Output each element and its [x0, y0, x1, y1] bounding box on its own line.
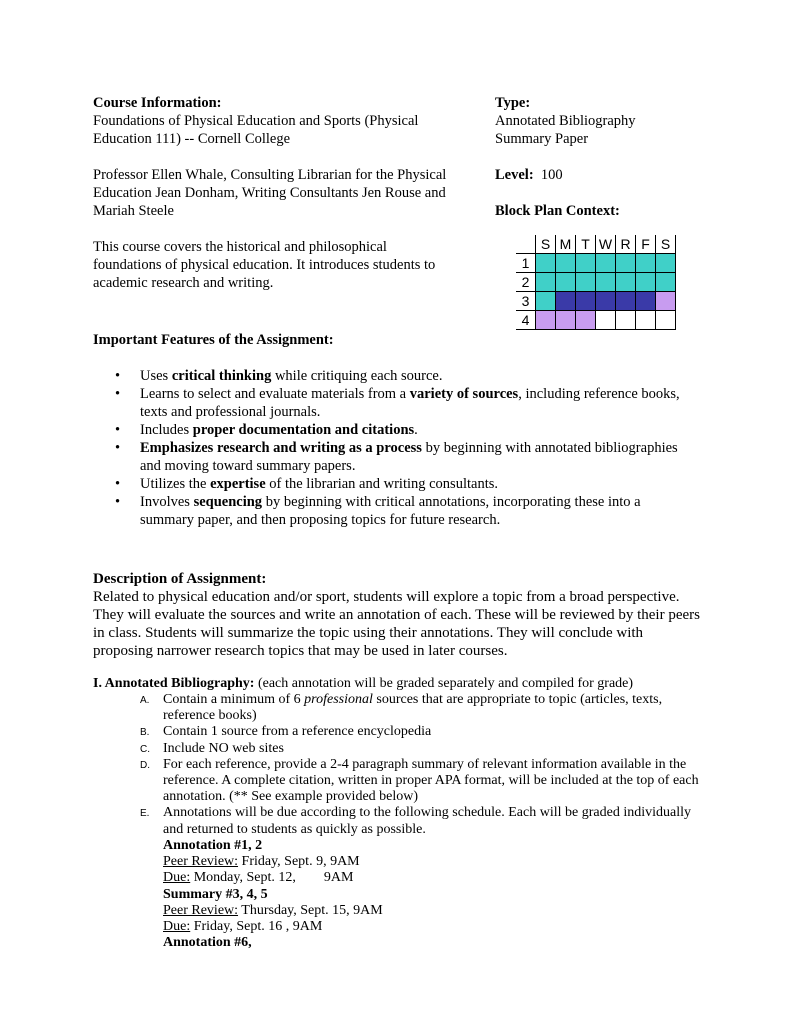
feature-emphasis: proper documentation and citations [192, 422, 415, 438]
feature-text: by beginning with critical annotations, incorporating these into a summary paper, and then proposing topics for future research. [140, 494, 641, 528]
block-plan-day-cell [656, 273, 676, 292]
block-plan-day-header: S [656, 235, 676, 254]
requirement-text: sources that are appropriate to topic (articles, texts, reference books) [163, 692, 663, 724]
requirement-item [140, 724, 700, 740]
block-plan-week-number: 3 [516, 292, 536, 311]
requirement-item [140, 692, 700, 724]
feature-text: , including reference books, texts and professional journals. [140, 386, 680, 420]
feature-text: Utilizes the [140, 476, 211, 492]
features-heading: Important Features of the Assignment: [93, 332, 334, 348]
requirement-text: Include NO web sites [163, 740, 284, 756]
block-plan-day-cell [596, 273, 616, 292]
peer-review-label: Peer Review: [163, 854, 239, 870]
block-plan-day-cell [556, 311, 576, 330]
features-list [115, 367, 695, 529]
block-plan-day-cell [636, 311, 656, 330]
block-plan-day-header: M [556, 235, 576, 254]
block-plan-day-cell [616, 254, 636, 273]
requirement-letter: E. [140, 808, 150, 820]
description-body: Related to physical education and/or sport, students will explore a topic from a broad perspective. They will evaluate the sources and write an annotation of each. These will be reviewed by their peers in class. Students will summarize the topic using their annotations. They will conclude with proposing narrower research topics that may be used in later courses. [93, 589, 700, 659]
course-desc-line: foundations of physical education. It introduces students to [93, 257, 436, 273]
requirement-letter: C. [140, 743, 150, 755]
course-info-heading: Course Information: [93, 95, 222, 111]
schedule-title: Annotation #6, [163, 935, 252, 951]
level-label: Level: [495, 167, 534, 183]
feature-text: Uses [140, 368, 172, 384]
schedule-title: Summary #3, 4, 5 [163, 886, 268, 902]
block-plan-week-number: 4 [516, 311, 536, 330]
description-section [93, 570, 703, 660]
type-value: Summary Paper [495, 131, 589, 147]
block-plan-day-cell [596, 292, 616, 311]
requirement-text: For each reference, provide a 2-4 paragraph summary of relevant information available in the reference. A complete citation, written in proper APA format, will be included at the top of each annotation. (** See example provided below) [163, 756, 699, 805]
bullet-icon: • [115, 440, 121, 456]
course-desc-line: This course covers the historical and philosophical [93, 239, 387, 255]
staff-line: Mariah Steele [93, 203, 174, 219]
block-plan-day-cell [636, 254, 656, 273]
due-date: Monday, Sept. 12, 9AM [190, 870, 354, 886]
block-plan-day-cell [556, 254, 576, 273]
schedule-line [163, 854, 383, 870]
block-plan-day-cell [656, 311, 676, 330]
staff-line: Professor Ellen Whale, Consulting Librarian for the Physical [93, 167, 447, 183]
peer-review-date: Friday, Sept. 9, 9AM [238, 854, 360, 870]
block-plan-day-cell [596, 254, 616, 273]
requirement-letter: D. [140, 759, 150, 771]
feature-text: of the librarian and writing consultants. [265, 476, 498, 492]
peer-review-label: Peer Review: [163, 902, 239, 918]
block-plan-day-cell [636, 273, 656, 292]
schedule-line [163, 919, 383, 935]
annotated-requirements-list [140, 692, 700, 838]
block-plan-day-cell [656, 254, 676, 273]
feature-emphasis: Emphasizes research and writing as a process [140, 440, 422, 456]
feature-item [115, 367, 695, 385]
bullet-icon: • [115, 368, 121, 384]
peer-review-date: Thursday, Sept. 15, 9AM [238, 902, 383, 918]
due-schedule [163, 838, 383, 951]
block-plan-week-number: 2 [516, 273, 536, 292]
block-plan-day-cell [556, 273, 576, 292]
feature-text: Involves [140, 494, 194, 510]
type-heading: Type: [495, 95, 531, 111]
block-plan-heading: Block Plan Context: [495, 203, 620, 219]
feature-emphasis: critical thinking [171, 368, 272, 384]
feature-item [115, 475, 695, 493]
level-value: 100 [540, 167, 563, 183]
block-plan-day-cell [536, 273, 556, 292]
schedule-title: Annotation #1, 2 [163, 838, 263, 853]
type-value: Annotated Bibliography [495, 113, 636, 129]
bullet-icon: • [115, 422, 121, 438]
annotated-heading-note: (each annotation will be graded separately and compiled for grade) [254, 676, 634, 691]
block-plan-day-cell [656, 292, 676, 311]
block-plan-day-header: R [616, 235, 636, 254]
requirement-text: Annotations will be due according to the following schedule. Each will be graded individually and returned to students as quickly as possible. [163, 805, 691, 837]
block-plan-day-cell [576, 311, 596, 330]
level-line [495, 166, 755, 184]
feature-emphasis: expertise [210, 476, 266, 492]
feature-item [115, 493, 695, 529]
block-plan-day-cell [576, 273, 596, 292]
feature-text: . [414, 422, 418, 438]
assignment-meta [495, 94, 755, 220]
feature-text: by beginning with annotated bibliographies and moving toward summary papers. [140, 440, 678, 474]
feature-emphasis: sequencing [193, 494, 263, 510]
block-plan-day-cell [576, 292, 596, 311]
requirement-emphasis: professional [304, 692, 373, 707]
requirement-text: Contain 1 source from a reference encyclopedia [163, 724, 432, 740]
block-plan-day-header: F [636, 235, 656, 254]
feature-item [115, 385, 695, 421]
block-plan-day-cell [536, 254, 556, 273]
schedule-line [163, 903, 383, 919]
schedule-line [163, 870, 383, 886]
requirement-letter: A. [140, 695, 150, 706]
bullet-icon: • [115, 476, 121, 492]
block-plan-table [516, 235, 676, 330]
block-plan-day-cell [596, 311, 616, 330]
block-plan-day-cell [616, 292, 636, 311]
block-plan-day-cell [536, 311, 556, 330]
block-plan-corner [516, 235, 536, 254]
block-plan-day-cell [616, 273, 636, 292]
block-plan-day-cell [636, 292, 656, 311]
block-plan-week-number: 1 [516, 254, 536, 273]
due-date: Friday, Sept. 16 , 9AM [190, 919, 323, 935]
feature-text: Learns to select and evaluate materials from a [140, 386, 410, 402]
bullet-icon: • [115, 494, 121, 510]
feature-text: Includes [140, 422, 193, 438]
block-plan-day-header: W [596, 235, 616, 254]
course-title-line1: Foundations of Physical Education and Sports (Physical [93, 113, 419, 129]
block-plan-day-cell [556, 292, 576, 311]
description-heading: Description of Assignment: [93, 571, 267, 587]
feature-item [115, 421, 695, 439]
feature-text: while critiquing each source. [271, 368, 443, 384]
course-desc-line: academic research and writing. [93, 275, 274, 291]
course-info [93, 94, 483, 292]
requirement-item [140, 741, 700, 757]
block-plan-day-header: S [536, 235, 556, 254]
feature-item [115, 439, 695, 475]
requirement-item [140, 757, 700, 806]
bullet-icon: • [115, 386, 121, 402]
block-plan-day-cell [536, 292, 556, 311]
block-plan-day-cell [616, 311, 636, 330]
requirement-item [140, 805, 700, 837]
block-plan-day-cell [576, 254, 596, 273]
annotated-heading: I. Annotated Bibliography: [93, 676, 255, 691]
course-title-line2: Education 111) -- Cornell College [93, 131, 291, 147]
block-plan-day-header: T [576, 235, 596, 254]
due-label: Due: [163, 919, 191, 935]
annotated-heading-line [93, 675, 633, 693]
staff-line: Education Jean Donham, Writing Consultants Jen Rouse and [93, 185, 446, 201]
feature-emphasis: variety of sources [409, 386, 519, 402]
due-label: Due: [163, 870, 191, 886]
requirement-letter: B. [140, 727, 150, 739]
requirement-text: Contain a minimum of 6 [163, 692, 305, 707]
